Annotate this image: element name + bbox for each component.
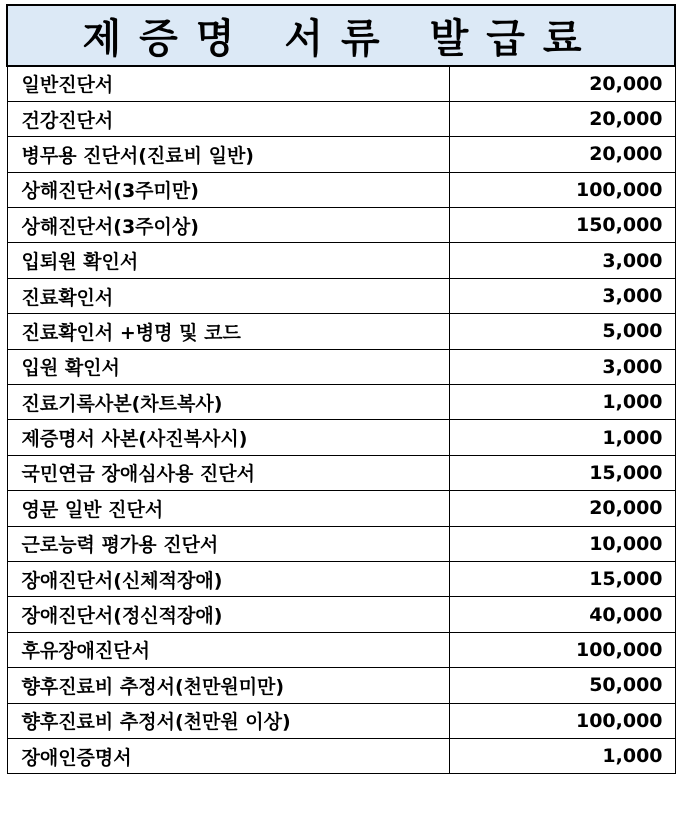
table-row xyxy=(7,208,675,243)
document-name: 진료확인서 +병명 및 코드 xyxy=(7,314,449,349)
document-price: 1,000 xyxy=(449,738,675,773)
document-name: 상해진단서(3주미만) xyxy=(7,172,449,207)
table-row xyxy=(7,597,675,632)
document-name: 국민연금 장애심사용 진단서 xyxy=(7,455,449,490)
table-row xyxy=(7,455,675,490)
document-name: 입원 확인서 xyxy=(7,349,449,384)
table-row xyxy=(7,172,675,207)
document-price: 3,000 xyxy=(449,278,675,313)
document-price: 20,000 xyxy=(449,66,675,101)
document-price: 5,000 xyxy=(449,314,675,349)
document-name: 건강진단서 xyxy=(7,101,449,136)
document-price: 10,000 xyxy=(449,526,675,561)
table-row xyxy=(7,101,675,136)
document-name: 진료기록사본(차트복사) xyxy=(7,385,449,420)
table-row xyxy=(7,137,675,172)
document-price: 40,000 xyxy=(449,597,675,632)
document-price: 15,000 xyxy=(449,561,675,596)
table-row xyxy=(7,314,675,349)
table-row xyxy=(7,526,675,561)
document-price: 20,000 xyxy=(449,101,675,136)
document-price: 100,000 xyxy=(449,632,675,667)
table-row xyxy=(7,243,675,278)
document-name: 장애진단서(신체적장애) xyxy=(7,561,449,596)
document-name: 장애인증명서 xyxy=(7,738,449,773)
document-price: 100,000 xyxy=(449,703,675,738)
table-row xyxy=(7,738,675,773)
table-title: 제증명 서류 발급료 xyxy=(7,5,675,66)
document-price: 20,000 xyxy=(449,137,675,172)
document-name: 영문 일반 진단서 xyxy=(7,491,449,526)
document-price: 50,000 xyxy=(449,668,675,703)
document-price: 3,000 xyxy=(449,349,675,384)
document-name: 진료확인서 xyxy=(7,278,449,313)
table-row xyxy=(7,66,675,101)
document-price: 20,000 xyxy=(449,491,675,526)
table-row xyxy=(7,349,675,384)
table-row xyxy=(7,561,675,596)
document-price: 1,000 xyxy=(449,385,675,420)
table-row xyxy=(7,632,675,667)
document-name: 후유장애진단서 xyxy=(7,632,449,667)
document-name: 장애진단서(정신적장애) xyxy=(7,597,449,632)
document-name: 상해진단서(3주이상) xyxy=(7,208,449,243)
fee-table-container xyxy=(6,4,674,774)
document-name: 병무용 진단서(진료비 일반) xyxy=(7,137,449,172)
document-name: 제증명서 사본(사진복사시) xyxy=(7,420,449,455)
table-row xyxy=(7,703,675,738)
table-row xyxy=(7,278,675,313)
document-name: 향후진료비 추정서(천만원미만) xyxy=(7,668,449,703)
document-name: 향후진료비 추정서(천만원 이상) xyxy=(7,703,449,738)
document-name: 일반진단서 xyxy=(7,66,449,101)
document-price: 3,000 xyxy=(449,243,675,278)
document-name: 입퇴원 확인서 xyxy=(7,243,449,278)
title-row xyxy=(7,5,675,66)
table-row xyxy=(7,385,675,420)
document-name: 근로능력 평가용 진단서 xyxy=(7,526,449,561)
document-price: 15,000 xyxy=(449,455,675,490)
document-price: 150,000 xyxy=(449,208,675,243)
fee-table xyxy=(6,4,676,774)
table-row xyxy=(7,420,675,455)
table-row xyxy=(7,491,675,526)
document-price: 1,000 xyxy=(449,420,675,455)
document-price: 100,000 xyxy=(449,172,675,207)
table-row xyxy=(7,668,675,703)
